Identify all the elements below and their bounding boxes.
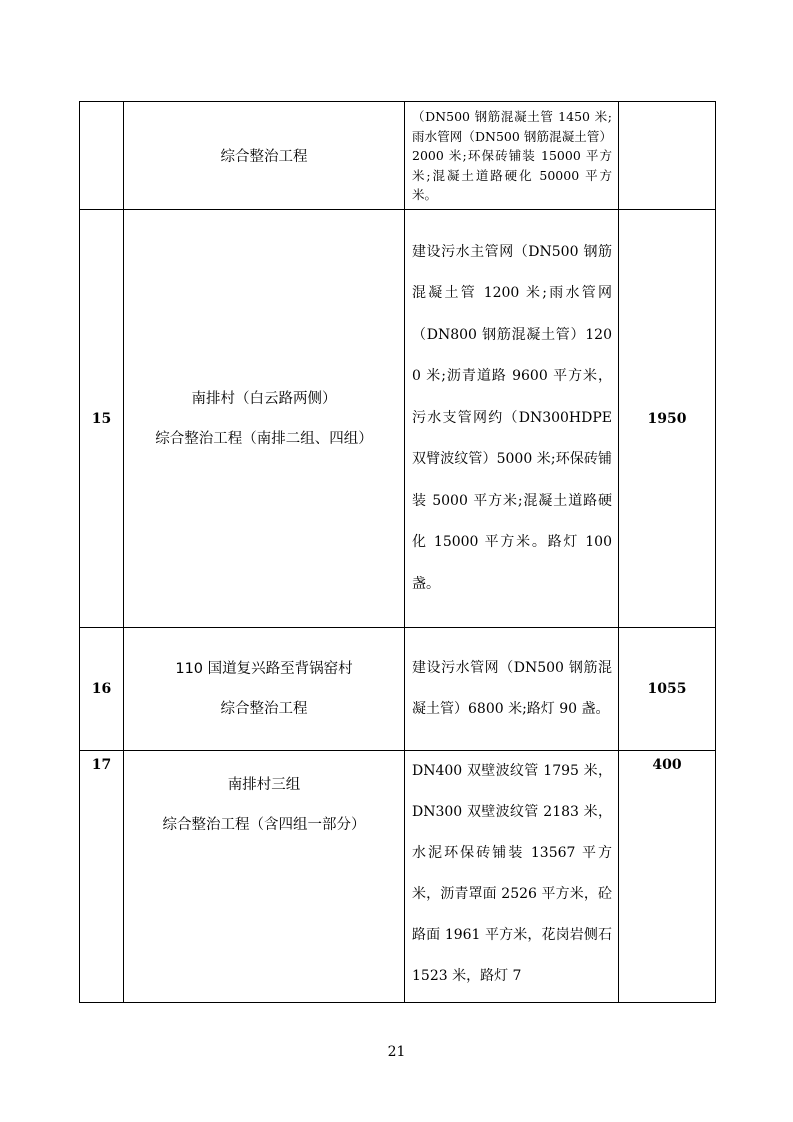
project-name bbox=[124, 102, 405, 210]
project-description: （DN500 钢筋混凝土管 1450 米;雨水管网（DN500 钢筋混凝土管）2000 米;环保砖铺装 15000 平方米;混凝土道路硬化 50000 平方米。 bbox=[405, 102, 619, 210]
table-row bbox=[80, 102, 716, 210]
investment-amount: 400 bbox=[619, 751, 716, 1003]
project-description: DN400 双壁波纹管 1795 米，DN300 双壁波纹管 2183 米，水泥环保砖铺装 13567 平方米，沥青罩面 2526 平方米，砼路面 1961 平方米，花岗岩侧石 1523 米，路灯 7 bbox=[405, 751, 619, 1003]
row-number bbox=[80, 102, 124, 210]
project-name-line: 综合整治工程 bbox=[220, 701, 308, 717]
row-number: 17 bbox=[80, 751, 124, 1003]
investment-amount bbox=[619, 102, 716, 210]
row-number: 15 bbox=[80, 210, 124, 628]
table-row bbox=[80, 751, 716, 1003]
project-description: 建设污水主管网（DN500 钢筋混凝土管 1200 米;雨水管网（DN800 钢筋混凝土管）1200 米;沥青道路 9600 平方米，污水支管网约（DN300HDPE 双臂波纹管）5000 米;环保砖铺装 5000 平方米;混凝土道路硬化 15000 平方米。路灯 100 盏。 bbox=[405, 210, 619, 628]
project-name-line: 综合整治工程 bbox=[220, 149, 308, 165]
project-name-line: 综合整治工程（含四组一部分） bbox=[162, 817, 366, 833]
project-name-line: 综合整治工程（南排二组、四组） bbox=[155, 430, 373, 447]
investment-amount: 1055 bbox=[619, 628, 716, 751]
project-name-line: 南排村三组 bbox=[227, 777, 301, 793]
project-description: 建设污水管网（DN500 钢筋混凝土管）6800 米;路灯 90 盏。 bbox=[405, 628, 619, 751]
project-name-line: 南排村（白云路两侧） bbox=[191, 390, 337, 407]
page-number: 21 bbox=[387, 1044, 406, 1060]
project-name bbox=[124, 210, 405, 628]
table-row bbox=[80, 210, 716, 628]
row-number: 16 bbox=[80, 628, 124, 751]
project-name-line: 110 国道复兴路至背锅窑村 bbox=[175, 661, 353, 677]
investment-amount: 1950 bbox=[619, 210, 716, 628]
project-name bbox=[124, 751, 405, 1003]
project-name bbox=[124, 628, 405, 751]
project-table bbox=[79, 101, 716, 1003]
table-row bbox=[80, 628, 716, 751]
